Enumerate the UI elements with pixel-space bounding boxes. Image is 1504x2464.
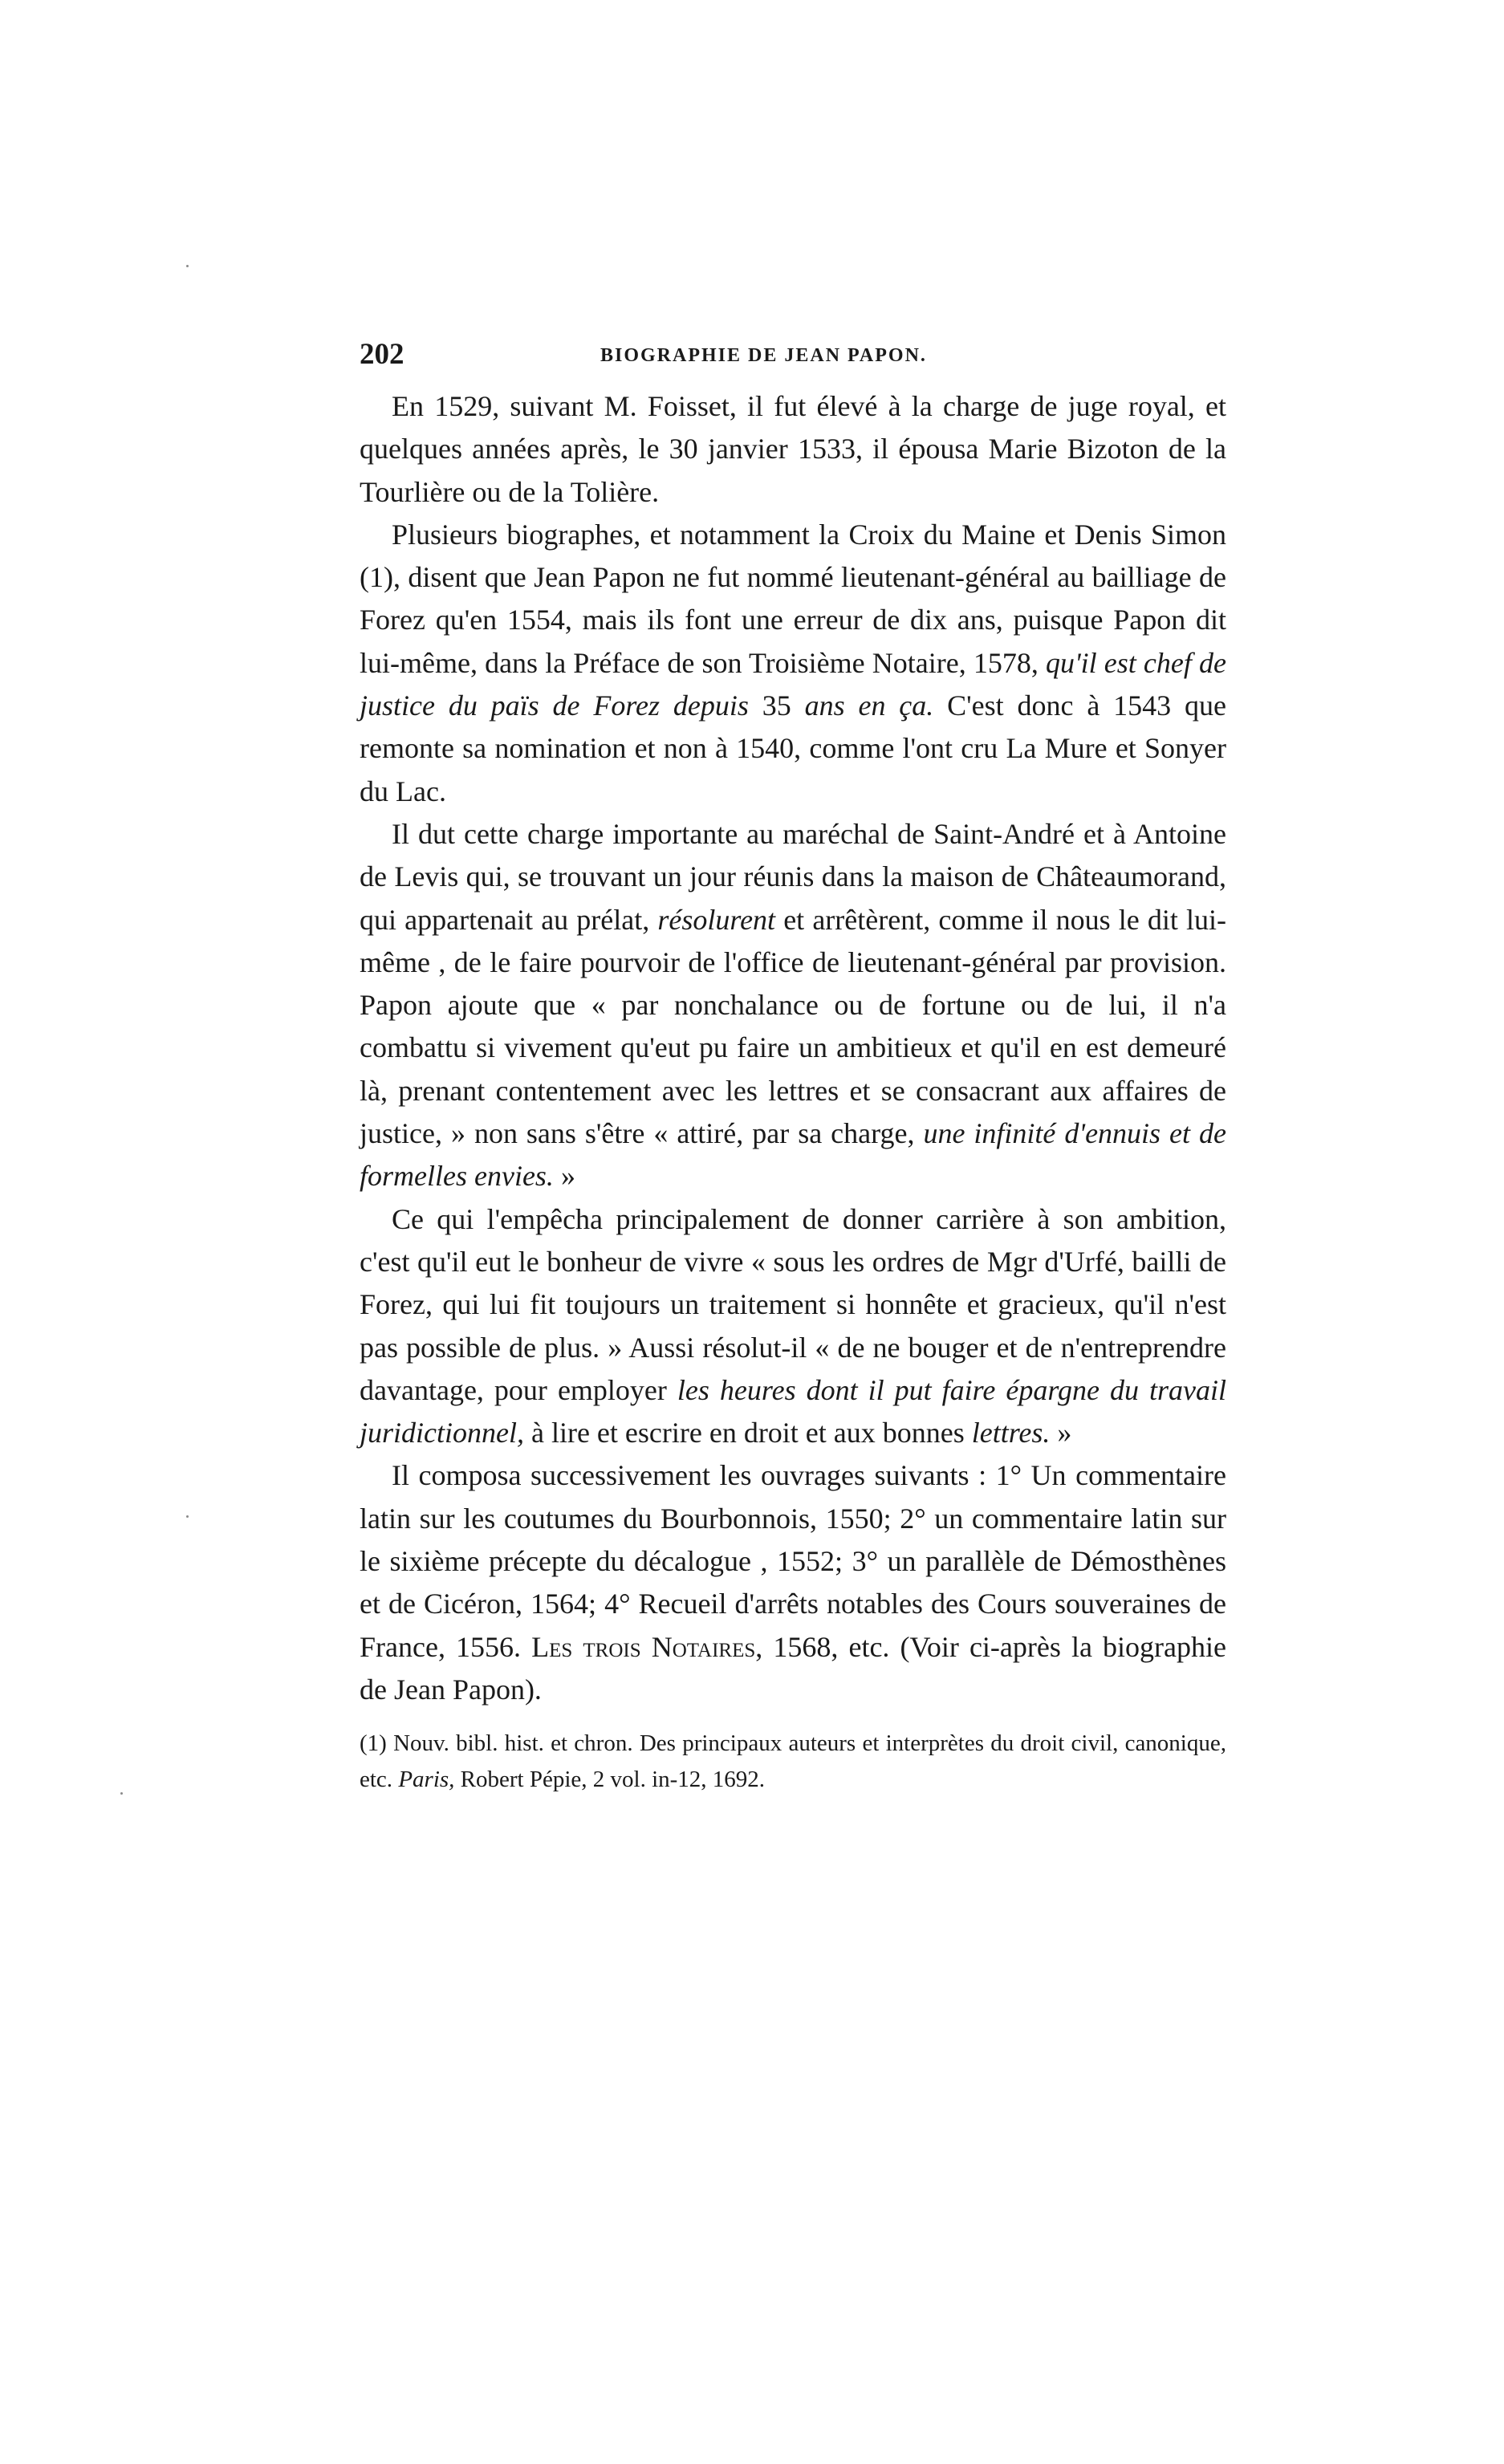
italic-text: Paris, (398, 1767, 455, 1793)
italic-text: résolurent (657, 903, 776, 936)
page-header (360, 337, 1226, 385)
scan-speck (186, 265, 189, 267)
italic-text: lettres. (971, 1417, 1051, 1450)
text-run: » (553, 1160, 575, 1193)
paragraph (360, 385, 1226, 514)
small-caps-text: Les trois Notaires (531, 1630, 756, 1663)
paragraph (360, 1198, 1226, 1455)
footnotes (360, 1726, 1226, 1798)
paragraph (360, 514, 1226, 813)
text-run: Plusieurs biographes, et notamment la Croix du Maine et Denis Simon (1), disent que Jean Papon ne fut nommé lieutenant-général au bailliage de Forez qu'en 1554, mais ils font une erreur de dix ans, puisque Papon dit lui-même, dans la Préface de son Troisième Notaire, 1578, (360, 518, 1226, 679)
running-title: BIOGRAPHIE DE JEAN PAPON. (600, 345, 927, 366)
text-run: (1) Nouv. bibl. hist. et chron. Des principaux auteurs et interprètes du droit civil, canonique, etc. (360, 1730, 1226, 1793)
italic-text: une infinité d'ennuis et de formelles envies. (360, 1117, 1226, 1193)
text-run: à lire et escrire en droit et aux bonnes (523, 1417, 972, 1450)
text-run: , 1568, etc. (Voir ci-après la biographie de Jean Papon). (360, 1630, 1226, 1706)
text-run: Robert Pépie, 2 vol. in-12, 1692. (454, 1767, 766, 1793)
body-text (360, 385, 1226, 1711)
text-run: » (1050, 1417, 1072, 1450)
paragraph (360, 813, 1226, 1198)
text-run: En 1529, suivant M. Foisset, il fut élevé à la charge de juge royal, et quelques années après, le 30 janvier 1533, il épousa Marie Bizoton de la Tourlière ou de la Tolière. (360, 390, 1226, 508)
italic-text: ans en ça. (804, 689, 934, 722)
footnote (360, 1726, 1226, 1798)
text-run: Il dut cette charge importante au maréchal de Saint-André et à Antoine de Levis qui, se trouvant un jour réunis dans la maison de Châteaumorand, qui appartenait au prélat, (360, 817, 1226, 936)
italic-text: qu'il est chef de justice du païs de Forez depuis (360, 646, 1226, 722)
paragraph (360, 1454, 1226, 1711)
text-run: Ce qui l'empêcha principalement de donner carrière à son ambition, c'est qu'il eut le bonheur de vivre « sous les ordres de Mgr d'Urfé, bailli de Forez, qui lui fit toujours un traitement si honnête et gracieux, qu'il n'est pas possible de plus. » Aussi résolut-il « de ne bouger et de n'entreprendre davantage, pour employer (360, 1202, 1226, 1406)
text-run: C'est donc à 1543 que remonte sa nomination et non à 1540, comme l'ont cru La Mure et Sonyer du Lac. (360, 689, 1227, 807)
scan-speck (120, 1792, 123, 1795)
book-page (360, 337, 1226, 1798)
italic-text: les heures dont il put faire épargne du travail juridictionnel, (360, 1373, 1227, 1450)
page-number: 202 (360, 338, 404, 371)
text-run: 35 (748, 689, 805, 722)
text-run: et arrêtèrent, comme il nous le dit lui-même , de le faire pourvoir de l'office de lieutenant-général par provision. Papon ajoute que « par nonchalance ou de fortune ou de lui, il n'a combattu si vivement qu'eut pu faire un ambitieux et qu'il en est demeuré là, prenant contentement avec les lettres et se consacrant aux affaires de justice, » non sans s'être « attiré, par sa charge, (360, 903, 1226, 1150)
text-run: Il composa successivement les ouvrages suivants : 1° Un commentaire latin sur les coutumes du Bourbonnois, 1550; 2° un commentaire latin sur le sixième précepte du décalogue , 1552; 3° un parallèle de Démosthènes et de Cicéron, 1564; 4° Recueil d'arrêts notables des Cours souveraines de France, 1556. (360, 1459, 1226, 1663)
scan-speck (186, 1515, 189, 1518)
